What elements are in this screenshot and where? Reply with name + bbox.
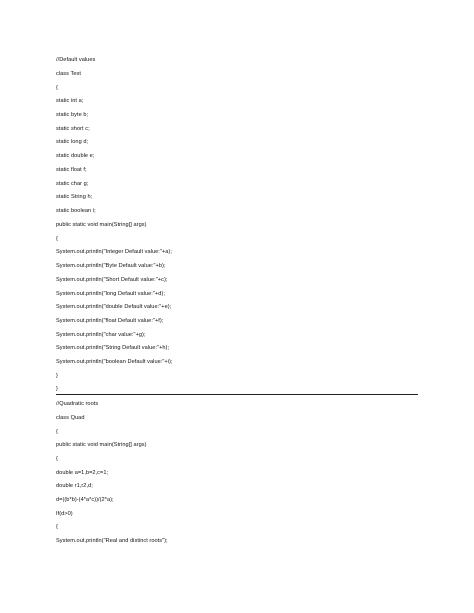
code-line: System.out.println("float Default value:"+f); [56,318,164,324]
code-line: static long d; [56,139,89,145]
code-line: System.out.println("Integer Default value:"+a); [56,249,172,255]
code-line: class Test [56,71,81,77]
code-line: { [56,456,58,462]
code-line: //Default values [56,57,96,63]
code-line: static String h; [56,194,93,200]
code-line: public static void main(String[] args) [56,442,147,448]
code-line: public static void main(String[] args) [56,222,147,228]
code-line: System.out.println("double Default value:"+e); [56,304,172,310]
code-line: double r1,r2,d; [56,483,93,489]
code-line: System.out.println("Byte Default value:"+b); [56,263,166,269]
code-line: d=((b*b)-(4*a*c))/(2*a); [56,497,114,503]
code-line: static double e; [56,153,95,159]
code-line: { [56,429,58,435]
code-line: } [56,386,58,392]
code-line: System.out.println("char value:"+g); [56,332,146,338]
code-line: static char g; [56,181,89,187]
code-line: If(d>0) [56,511,73,517]
code-line: static byte b; [56,112,89,118]
code-line: System.out.println("Short Default value:"+c); [56,277,168,283]
code-line: System.out.println("Real and distinct roots"); [56,538,168,544]
code-line: static short c; [56,126,90,132]
code-line: System.out.println("String Default value:"+h); [56,345,170,351]
code-line: class Quad [56,415,85,421]
code-line: static boolean i; [56,208,96,214]
section-divider [56,394,418,395]
code-line: { [56,524,58,530]
code-line: System.out.println("boolean Default value:"+i); [56,359,173,365]
code-line: double a=1,b=2,c=1; [56,470,109,476]
code-line: } [56,373,58,379]
code-line: { [56,236,58,242]
code-line: { [56,85,58,91]
code-line: System.out.println("long Default value:"+d); [56,291,165,297]
code-line: static float f; [56,167,87,173]
code-line: static int a; [56,98,84,104]
code-line: //Quadratic roots [56,401,99,407]
